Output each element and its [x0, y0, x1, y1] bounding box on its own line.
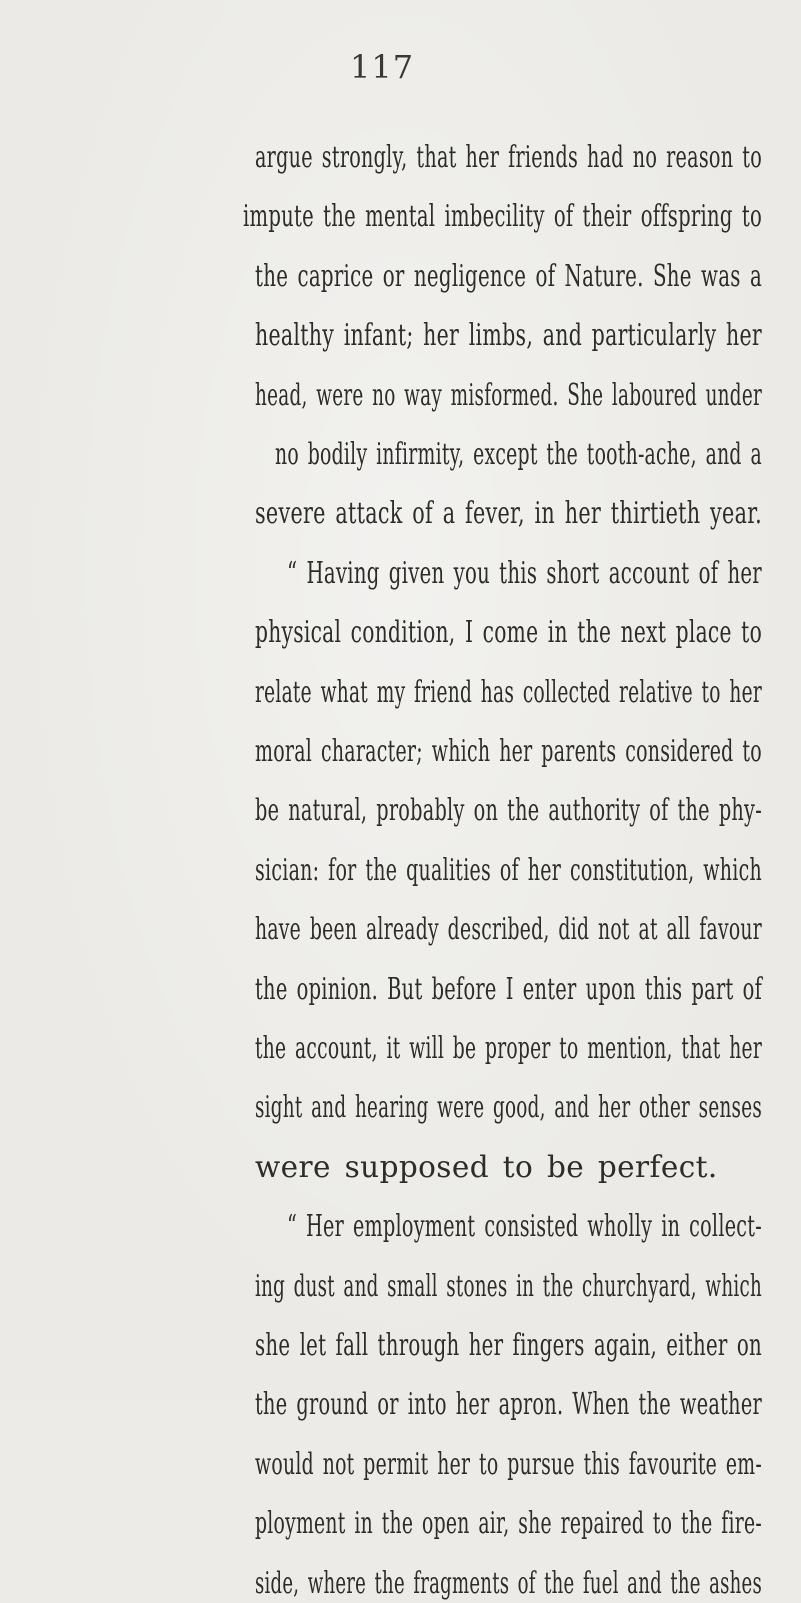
book-page: 117 argue strongly, that her friends had no reason to impute the mental imbecility of their offspring to the caprice or negligence of Nature. She was a healthy infant; her limbs, and particularly her head, were no way misformed. She laboured under no bodily infirmity, except the tooth-ache, and a severe attack of a fever, in her thirtieth year. “ Having given you this short account of her physical condition, I come in the next place to relate what my friend has collected relative to her moral character; which her parents considered to be natural, probably on the authority of the phy- sician: for the qualities of her constitution, which have been already described, did not at all favour the opinion. But before I enter upon this part of the account, it will be proper to mention, that her sight and hearing were good, and her other senses were supposed to be perfect. “ Her employment consisted wholly in collect- ing dust and small stones in the churchyard, which she let fall through her fingers again, either on the ground or into her apron. When the weather would not permit her to pursue this favourite em- ployment in the open air, she repaired to the fire- side, where the fragments of the fuel and the ashes — [0, 0, 801, 1400]
page-number: 117 — [350, 48, 415, 86]
